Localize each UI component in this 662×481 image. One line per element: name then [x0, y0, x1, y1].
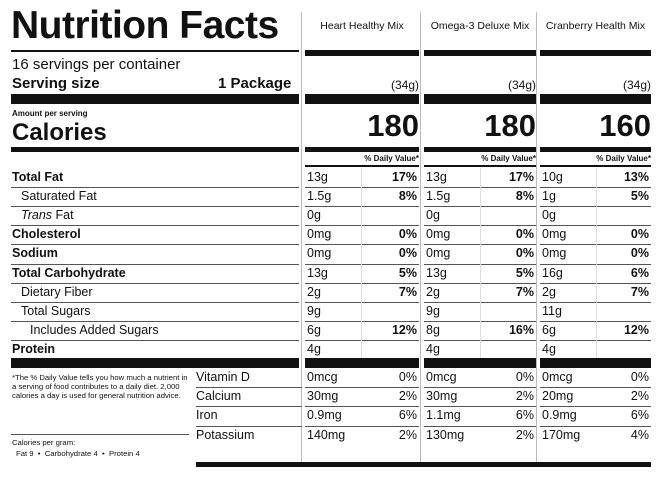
row-divider	[11, 187, 299, 188]
nutrient-amount: 13g	[307, 170, 328, 184]
product-calories-rule	[305, 147, 419, 152]
nutrient-daily-value: 8%	[398, 189, 417, 204]
product-calories: 160	[599, 108, 651, 143]
nutrient-amount: 1g	[542, 189, 556, 204]
mineral-divider	[424, 426, 536, 427]
nutrient-label-text: Total Sugars	[21, 303, 91, 318]
serving-size-label: Serving size	[12, 75, 100, 92]
nutrient-daily-value: 13%	[623, 170, 649, 184]
mineral-amount: 1.1mg	[426, 408, 461, 423]
mineral-daily-value: 0%	[398, 370, 417, 384]
nutrient-daily-value: 17%	[391, 170, 417, 184]
mineral-amount: 20mg	[542, 389, 574, 404]
mineral-daily-value: 6%	[515, 408, 534, 423]
nutrient-label-text: Saturated Fat	[21, 189, 97, 204]
product-calories: 180	[367, 108, 419, 143]
nutrient-label	[21, 303, 90, 319]
nutrient-label-text: Fat	[55, 208, 74, 223]
mineral-daily-value: 2%	[398, 427, 417, 442]
nutrient-daily-value: 12%	[391, 322, 417, 337]
nutrient-amount: 10g	[542, 170, 563, 184]
nutrient-label	[12, 265, 126, 281]
nutrient-amount: 0g	[307, 208, 321, 223]
mineral-divider	[424, 387, 536, 388]
product-serving: (34g)	[622, 78, 651, 92]
nutrient-label	[30, 322, 159, 338]
calories-per-gram-values: Fat 9 • Carbohydrate 4 • Protein 4	[16, 449, 140, 458]
nutrient-label	[12, 341, 55, 357]
footnote-divider	[11, 434, 189, 435]
nutrient-label-text: Total Fat	[12, 170, 64, 184]
row-divider	[305, 187, 419, 188]
nutrient-daily-value: 7%	[630, 284, 649, 299]
nutrient-label-text: Protein	[12, 341, 56, 356]
mineral-divider	[196, 426, 302, 427]
nutrient-daily-value: 16%	[508, 322, 534, 337]
nutrient-label-text: Total Carbohydrate	[12, 265, 126, 280]
nutrient-amount: 4g	[426, 341, 440, 356]
mineral-amount: 0mcg	[542, 370, 573, 384]
daily-value-header: % Daily Value*	[481, 154, 536, 163]
nutrient-label-text: Dietary Fiber	[21, 284, 93, 299]
nutrient-daily-value: 5%	[515, 265, 534, 280]
row-divider	[11, 225, 299, 226]
mineral-amount: 130mg	[426, 427, 465, 442]
mineral-amount: 30mg	[307, 389, 339, 404]
product-header-rule	[305, 50, 419, 56]
row-divider	[11, 264, 299, 265]
nutrient-daily-value: 5%	[630, 189, 649, 204]
mineral-divider	[424, 406, 536, 407]
product-header-rule	[540, 50, 651, 56]
amount-dv-divider	[596, 168, 597, 359]
mineral-daily-value: 2%	[515, 389, 534, 404]
mineral-amount: 0mcg	[307, 370, 338, 384]
nutrient-daily-value: 17%	[508, 170, 534, 184]
nutrient-daily-value: 0%	[630, 227, 649, 242]
column-separator	[536, 12, 537, 464]
mineral-amount: 140mg	[307, 427, 346, 442]
mineral-label: Iron	[196, 408, 218, 423]
nutrient-label	[12, 169, 63, 185]
product-name: Cranberry Health Mix	[545, 20, 646, 32]
row-divider	[11, 302, 299, 303]
daily-value-footnote: *The % Daily Value tells you how much a nutrient in a serving of food contributes to a daily diet. 2,000 calories a day is used for general nutrition advice.	[12, 373, 188, 400]
nutrient-amount: 2g	[426, 284, 440, 299]
mineral-amount: 170mg	[542, 427, 581, 442]
row-divider	[11, 244, 299, 245]
nutrient-label-text: Includes Added Sugars	[30, 322, 159, 337]
nutrient-amount: 1.5g	[307, 189, 332, 204]
nutrient-amount: 0mg	[542, 227, 567, 242]
nutrient-amount: 16g	[542, 265, 563, 280]
nutrient-daily-value: 12%	[623, 322, 649, 337]
row-divider	[11, 321, 299, 322]
row-divider	[305, 264, 419, 265]
nutrient-amount: 6g	[307, 322, 321, 337]
mineral-label: Calcium	[196, 389, 242, 404]
nutrient-label	[12, 226, 81, 242]
nutrient-amount: 4g	[307, 341, 321, 356]
mineral-daily-value: 0%	[630, 370, 649, 384]
nutrient-amount: 0mg	[542, 246, 567, 261]
nutrient-daily-value: 5%	[398, 265, 417, 280]
product-calories: 180	[484, 108, 536, 143]
row-divider	[11, 283, 299, 284]
mineral-amount: 0mcg	[426, 370, 457, 384]
nutrient-label	[21, 188, 97, 204]
serving-size-value: 1 Package	[218, 75, 292, 92]
nutrient-amount: 9g	[426, 303, 440, 318]
nutrient-label	[21, 207, 74, 223]
nutrient-daily-value: 7%	[515, 284, 534, 299]
mineral-divider	[305, 406, 419, 407]
nutrient-amount: 4g	[542, 341, 556, 356]
mineral-divider	[305, 387, 419, 388]
mineral-amount: 0.9mg	[542, 408, 577, 423]
nutrient-label-text: Cholesterol	[12, 227, 81, 242]
nutrient-amount: 13g	[426, 170, 447, 184]
mineral-divider	[305, 426, 419, 427]
product-serving-rule	[540, 94, 651, 104]
mineral-label: Vitamin D	[196, 370, 250, 384]
product-dv-rule	[305, 165, 419, 167]
amount-dv-divider	[480, 168, 481, 359]
row-divider	[305, 302, 419, 303]
amount-per-serving: Amount per serving	[12, 109, 88, 118]
product-name: Heart Healthy Mix	[320, 20, 404, 32]
mineral-divider	[540, 426, 651, 427]
row-divider	[305, 321, 419, 322]
row-divider	[305, 283, 419, 284]
product-calories-rule	[540, 147, 651, 152]
row-divider	[11, 340, 299, 341]
mineral-label: Potassium	[196, 427, 255, 442]
product-protein-rule	[540, 358, 651, 368]
mineral-daily-value: 6%	[398, 408, 417, 423]
nutrient-daily-value: 0%	[398, 246, 417, 261]
label-title: Nutrition Facts	[11, 4, 279, 47]
protein-thick-rule	[11, 358, 299, 368]
servings-per-container: 16 servings per container	[12, 56, 181, 73]
column-separator	[420, 12, 421, 464]
calories-label: Calories	[12, 119, 107, 146]
amount-dv-divider	[361, 168, 362, 359]
nutrient-amount: 0mg	[307, 227, 332, 242]
product-serving: (34g)	[507, 78, 536, 92]
nutrient-amount: 0g	[542, 208, 556, 223]
daily-value-header: % Daily Value*	[364, 154, 419, 163]
mineral-divider	[540, 406, 651, 407]
nutrient-amount: 8g	[426, 322, 440, 337]
nutrient-amount: 13g	[426, 265, 447, 280]
bottom-thick-rule	[196, 462, 651, 467]
nutrient-amount: 0mg	[426, 246, 451, 261]
mineral-daily-value: 4%	[630, 427, 649, 442]
product-dv-rule	[540, 165, 651, 167]
nutrient-label	[21, 284, 93, 300]
nutrient-amount: 2g	[307, 284, 321, 299]
row-divider	[305, 340, 419, 341]
product-protein-rule	[305, 358, 419, 368]
trans-italic: Trans	[21, 208, 53, 223]
mineral-amount: 30mg	[426, 389, 458, 404]
nutrient-daily-value: 6%	[630, 265, 649, 280]
nutrient-label-text: Sodium	[12, 246, 58, 261]
nutrient-daily-value: 0%	[515, 227, 534, 242]
nutrient-daily-value: 0%	[630, 246, 649, 261]
nutrient-amount: 13g	[307, 265, 328, 280]
product-name: Omega-3 Deluxe Mix	[430, 20, 530, 32]
nutrient-daily-value: 8%	[515, 189, 534, 204]
nutrient-label	[12, 245, 58, 261]
product-protein-rule	[424, 358, 536, 368]
nutrient-amount: 9g	[307, 303, 321, 318]
nutrient-daily-value: 0%	[398, 227, 417, 242]
column-separator	[301, 12, 302, 464]
mineral-daily-value: 0%	[515, 370, 534, 384]
row-divider	[11, 206, 299, 207]
title-underline	[11, 50, 299, 52]
nutrient-amount: 6g	[542, 322, 556, 337]
nutrient-daily-value: 7%	[398, 284, 417, 299]
mineral-amount: 0.9mg	[307, 408, 342, 423]
calories-thick-rule	[11, 147, 299, 152]
row-divider	[305, 225, 419, 226]
product-serving-rule	[424, 94, 536, 104]
product-serving-rule	[305, 94, 419, 104]
daily-value-header: % Daily Value*	[596, 154, 651, 163]
product-calories-rule	[424, 147, 536, 152]
mineral-divider	[196, 387, 302, 388]
nutrient-amount: 1.5g	[426, 189, 451, 204]
nutrient-amount: 0mg	[307, 246, 332, 261]
nutrient-amount: 2g	[542, 284, 556, 299]
calories-per-gram-label: Calories per gram:	[12, 438, 76, 447]
mineral-daily-value: 2%	[515, 427, 534, 442]
nutrient-amount: 11g	[542, 303, 562, 318]
nutrient-amount: 0mg	[426, 227, 451, 242]
mineral-daily-value: 2%	[630, 389, 649, 404]
nutrient-daily-value: 0%	[515, 246, 534, 261]
mineral-divider	[540, 387, 651, 388]
product-dv-rule	[424, 165, 536, 167]
mineral-daily-value: 2%	[398, 389, 417, 404]
mineral-divider	[196, 406, 302, 407]
row-divider	[305, 206, 419, 207]
mineral-daily-value: 6%	[630, 408, 649, 423]
product-serving: (34g)	[390, 78, 419, 92]
nutrient-amount: 0g	[426, 208, 440, 223]
product-header-rule	[424, 50, 536, 56]
serving-thick-rule	[11, 94, 299, 104]
row-divider	[305, 244, 419, 245]
